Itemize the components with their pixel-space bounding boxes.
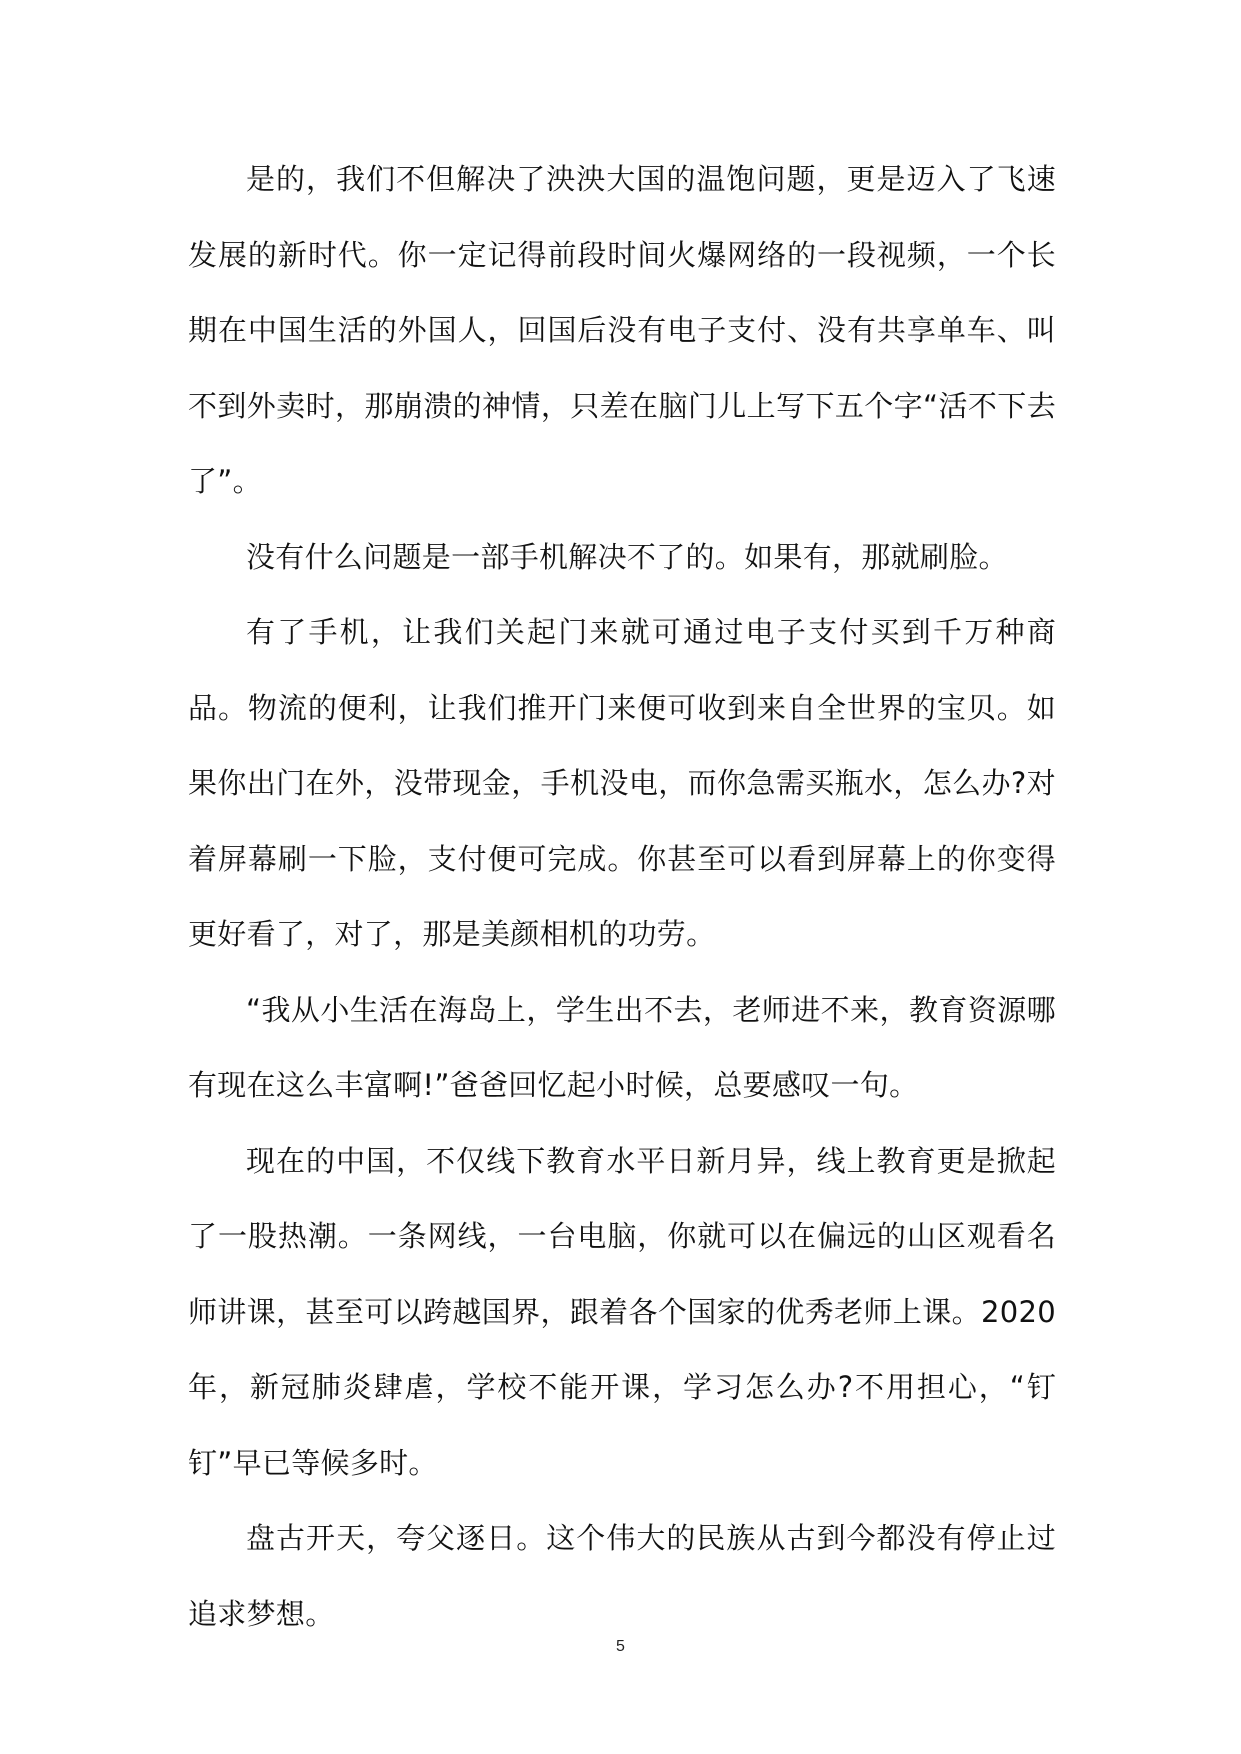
paragraph-2: 没有什么问题是一部手机解决不了的。如果有，那就刷脸。 bbox=[246, 539, 1008, 574]
paragraph-1: 是的，我们不但解决了泱泱大国的温饱问题，更是迈入了飞速发展的新时代。你一定记得前段时间火爆网络的一段视频，一个长期在中国生活的外国人，回国后没有电子支付、没有共享单车、叫不到外卖时，那崩溃的神情，只差在脑门儿上写下五个字“活不下去了”。 bbox=[188, 162, 1056, 498]
paragraph-6: 盘古开天，夸父逐日。这个伟大的民族从古到今都没有停止过追求梦想。 bbox=[188, 1521, 1056, 1631]
page-number: 5 bbox=[616, 1638, 625, 1655]
paragraph-3: 有了手机，让我们关起门来就可通过电子支付买到千万种商品。物流的便利，让我们推开门来便可收到来自全世界的宝贝。如果你出门在外，没带现金，手机没电，而你急需买瓶水，怎么办?对着屏幕刷一下脸，支付便可完成。你甚至可以看到屏幕上的你变得更好看了，对了，那是美颜相机的功劳。 bbox=[188, 615, 1056, 951]
document-body bbox=[188, 142, 1056, 1652]
paragraph-5: 现在的中国，不仅线下教育水平日新月异，线上教育更是掀起了一股热潮。一条网线，一台电脑，你就可以在偏远的山区观看名师讲课，甚至可以跨越国界，跟着各个国家的优秀老师上课。2020 年，新冠肺炎肆虐，学校不能开课，学习怎么办?不用担心，“钉钉”早已等候多时。 bbox=[188, 1143, 1056, 1480]
paragraph-4: “我从小生活在海岛上，学生出不去，老师进不来，教育资源哪有现在这么丰富啊!”爸爸回忆起小时候，总要感叹一句。 bbox=[188, 992, 1056, 1102]
